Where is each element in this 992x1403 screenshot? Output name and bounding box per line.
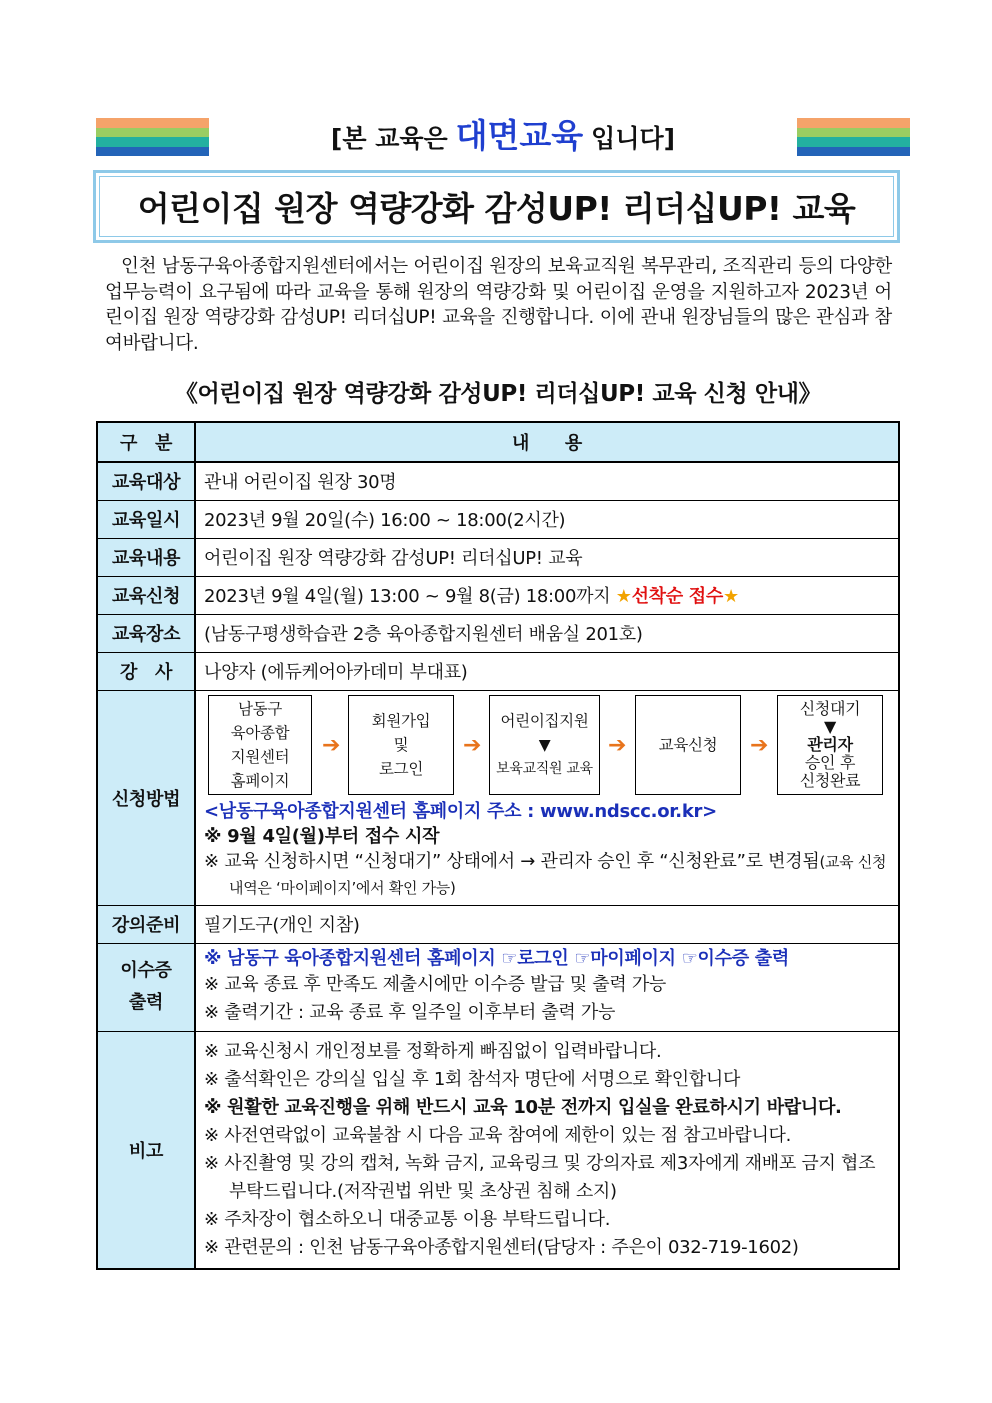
row-value-lecturer: 나양자 (에듀케어아카데미 부대표)	[195, 652, 899, 690]
row-value-place: (남동구평생학습관 2층 육아종합지원센터 배움실 201호)	[195, 614, 899, 652]
table-row	[97, 614, 899, 652]
decorative-stripe-left	[96, 118, 209, 156]
application-flow	[204, 691, 890, 799]
row-value-method	[195, 690, 899, 905]
flow-step-apply	[635, 695, 741, 795]
section-title: 《어린이집 원장 역량강화 감성UP! 리더십UP! 교육 신청 안내》	[174, 381, 822, 407]
table-row	[97, 943, 899, 1031]
flow-text: 교육신청	[658, 735, 718, 754]
arrow-right-icon: ➔	[322, 732, 341, 758]
remark-item: ※ 교육신청시 개인정보를 정확하게 빠짐없이 입력바랍니다.	[204, 1040, 662, 1062]
row-label-apply: 교육신청	[97, 576, 195, 614]
remark-item: ※ 주차장이 협소하오니 대중교통 이용 부탁드립니다.	[204, 1208, 611, 1230]
remark-item: ※ 출석확인은 강의실 입실 후 1회 참석자 명단에 서명으로 확인합니다	[204, 1068, 741, 1090]
flow-step-approval	[777, 695, 883, 795]
banner-prefix: [본 교육은	[330, 124, 448, 153]
table-row	[97, 500, 899, 538]
flow-step-childcare-support	[489, 695, 600, 795]
page-title: 어린이집 원장 역량강화 감성UP! 리더십UP! 교육	[99, 176, 894, 237]
header-category: 구 분	[97, 422, 195, 462]
star-icon: ★	[722, 586, 739, 607]
row-value-target: 관내 어린이집 원장 30명	[195, 462, 899, 500]
table-row	[97, 1031, 899, 1269]
table-row	[97, 690, 899, 905]
table-header-row	[97, 422, 899, 462]
row-label-target: 교육대상	[97, 462, 195, 500]
certificate-period: ※ 출력기간 : 교육 종료 후 일주일 이후부터 출력 가능	[204, 1001, 616, 1023]
table-row	[97, 538, 899, 576]
remark-item: ※ 관련문의 : 인천 남동구육아종합지원센터(담당자 : 주은이 032-719-1602)	[204, 1236, 799, 1258]
label-text: 출력	[128, 992, 164, 1013]
flow-text: 승인 후	[804, 752, 856, 772]
note-ref-text: (교육 신청내역은 ‘마이페이지’에서 확인 가능)	[229, 852, 887, 897]
row-label-method: 신청방법	[97, 690, 195, 905]
flow-text: 육아종합	[230, 723, 290, 742]
face-to-face-banner	[210, 114, 796, 161]
row-value-apply	[195, 576, 899, 614]
banner-highlight: 대면교육	[455, 116, 584, 155]
title-box	[93, 170, 900, 243]
row-label-lecturer: 강 사	[97, 652, 195, 690]
star-icon: ★	[615, 586, 632, 607]
flow-text: 회원가입	[371, 711, 431, 730]
note-text: ※ 교육 신청하시면 “신청대기” 상태에서 → 관리자 승인 후 “신청완료”로 변경됨	[204, 850, 820, 872]
row-label-place: 교육장소	[97, 614, 195, 652]
arrow-right-icon: ➔	[608, 732, 627, 758]
row-label-prep: 강의준비	[97, 905, 195, 943]
first-come-badge: 선착순 접수	[631, 586, 723, 607]
row-label-content: 교육내용	[97, 538, 195, 576]
row-value-prep: 필기도구(개인 지참)	[195, 905, 899, 943]
flow-text: 및	[393, 735, 409, 754]
flow-text: 어린이집지원	[500, 711, 589, 730]
flow-step-signup-login	[348, 695, 454, 795]
flow-text: 홈페이지	[230, 771, 290, 790]
info-table	[96, 421, 900, 1270]
flow-text: 로그인	[378, 759, 424, 778]
row-value-certificate	[195, 943, 899, 1031]
row-label-datetime: 교육일시	[97, 500, 195, 538]
homepage-url-link[interactable]: <남동구육아종합지원센터 홈페이지 주소 : www.ndscc.or.kr>	[204, 800, 717, 822]
flow-step-homepage	[208, 695, 312, 795]
flow-text: 보육교직원 교육	[496, 760, 593, 777]
banner-suffix: 입니다]	[591, 124, 676, 153]
down-arrow-icon: ▼	[823, 716, 836, 736]
certificate-condition: ※ 교육 종료 후 만족도 제출시에만 이수증 발급 및 출력 가능	[204, 973, 667, 995]
table-row	[97, 905, 899, 943]
row-label-certificate	[97, 943, 195, 1031]
intro-text: 인천 남동구육아종합지원센터에서는 어린이집 원장의 보육교직원 복무관리, 조직관리 등의 다양한 업무능력이 요구됨에 따라 교육을 통해 원장의 역량강화 및 어린이집 운영을 지원하고자 2023년 어린이집 원장 역량강화 감성UP! 리더십UP! 교육을 진행합니다. 이에 관내 원장님들의 많은 관심과 참여바랍니다.	[105, 256, 892, 354]
table-row	[97, 462, 899, 500]
label-text: 이수증	[120, 960, 172, 981]
table-row	[97, 576, 899, 614]
arrow-right-icon: ➔	[463, 732, 482, 758]
down-arrow-icon: ▼	[538, 735, 551, 754]
flow-text: 신청완료	[799, 770, 861, 790]
certificate-path: ※ 남동구 육아종합지원센터 홈페이지 ☞로그인 ☞마이페이지 ☞이수증 출력	[204, 947, 789, 969]
remark-item: ※ 사진촬영 및 강의 캡쳐, 녹화 금지, 교육링크 및 강의자료 제3자에게 재배포 금지 협조부탁드립니다.(저작권법 위반 및 초상권 침해 소지)	[204, 1152, 876, 1202]
decorative-stripe-right	[797, 118, 910, 156]
row-value-remarks	[195, 1031, 899, 1269]
registration-start-note: ※ 9월 4일(월)부터 접수 시작	[204, 825, 440, 847]
remark-item: ※ 원활한 교육진행을 위해 반드시 교육 10분 전까지 입실을 완료하시기 바랍니다.	[204, 1096, 842, 1118]
header-content: 내 용	[195, 422, 899, 462]
row-label-remarks: 비고	[97, 1031, 195, 1269]
arrow-right-icon: ➔	[750, 732, 769, 758]
row-value-content: 어린이집 원장 역량강화 감성UP! 리더십UP! 교육	[195, 538, 899, 576]
flow-text: 남동구	[237, 699, 283, 718]
apply-period: 2023년 9월 4일(월) 13:00 ~ 9월 8(금) 18:00까지	[204, 586, 611, 607]
flow-text: 지원센터	[230, 747, 290, 766]
flow-text: 신청대기	[799, 698, 861, 718]
row-value-datetime: 2023년 9월 20일(수) 16:00 ~ 18:00(2시간)	[195, 500, 899, 538]
status-change-note	[204, 849, 890, 901]
remark-item: ※ 사전연락없이 교육불참 시 다음 교육 참여에 제한이 있는 점 참고바랍니다.	[204, 1124, 792, 1146]
flow-text: 관리자	[807, 734, 853, 754]
intro-paragraph	[105, 254, 892, 356]
table-row	[97, 652, 899, 690]
